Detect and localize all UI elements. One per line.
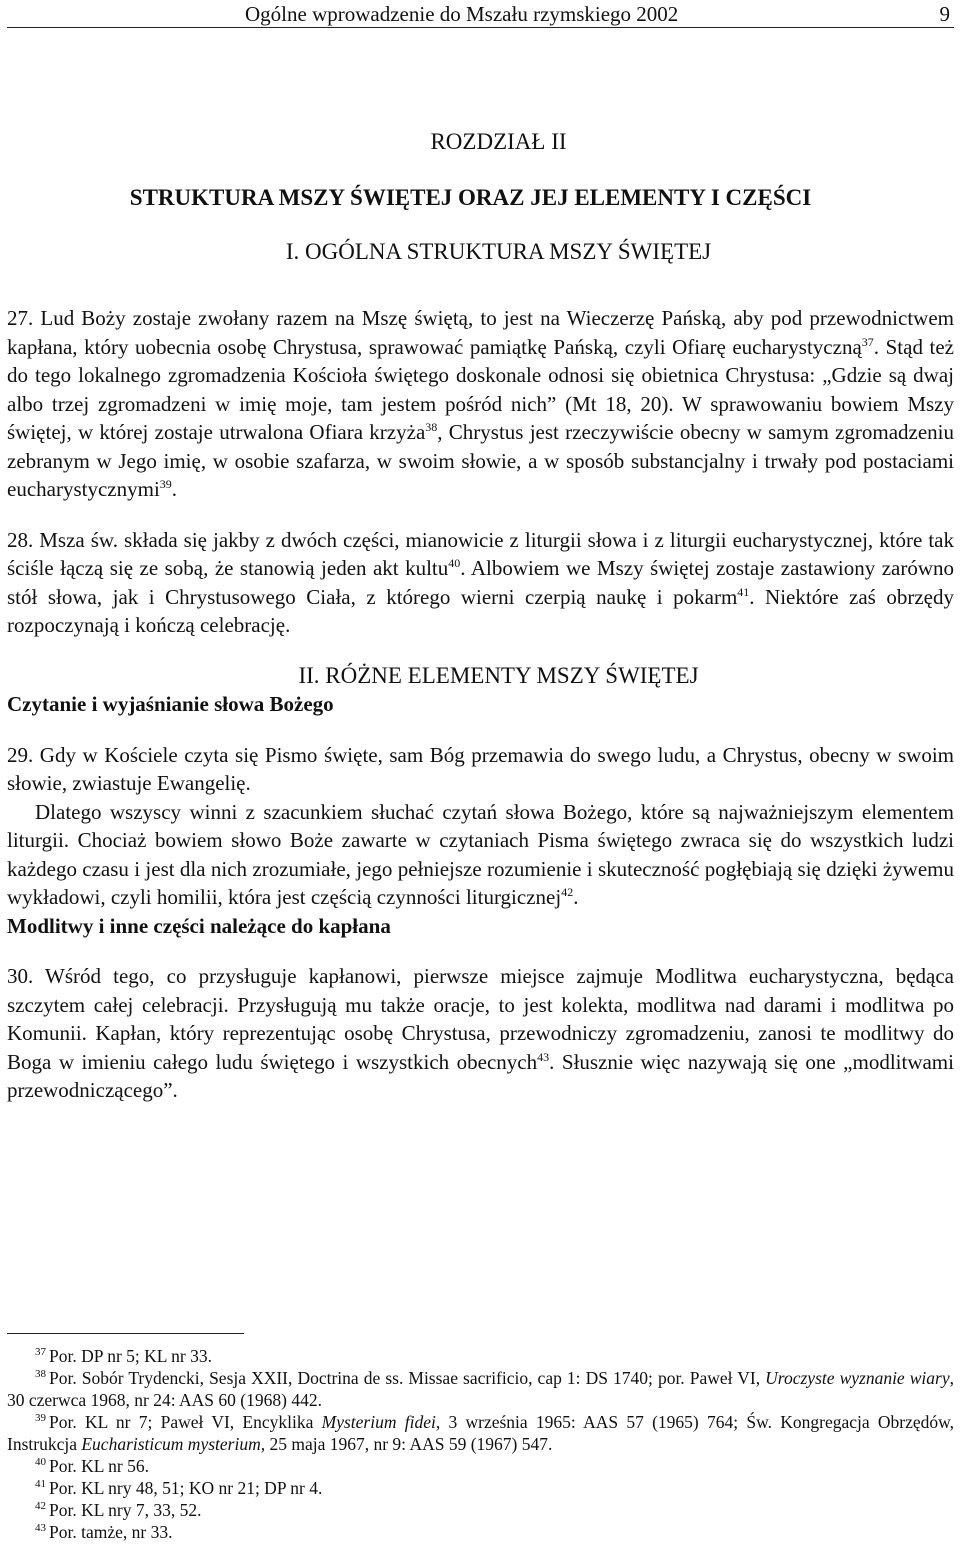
footnote-num: 40 (35, 1456, 46, 1468)
footnote-italic: Mysterium fidei, (321, 1412, 441, 1432)
p28-text-a: 28. Msza św. składa się jakby z dwóch części, mianowicie z liturgii słowa i z liturgii eucharystycznej, które tak ściśle łączą się ze sobą, że stanowią jeden akt kultu (7, 527, 954, 580)
paragraph-28 (7, 526, 954, 640)
footnote-37 (7, 1345, 954, 1367)
footnote-43 (7, 1521, 954, 1543)
footnote-italic: Eucharisticum mysterium, (81, 1434, 266, 1454)
footnote-num: 42 (35, 1500, 46, 1512)
paragraph-29b (7, 798, 954, 912)
footnote-num: 38 (35, 1368, 46, 1380)
footnote-num: 41 (35, 1478, 46, 1490)
footnote-text: Por. DP nr 5; KL nr 33. (49, 1346, 213, 1366)
footnote-ref-42[interactable]: 42 (561, 885, 574, 899)
p27-text-d: . (171, 477, 178, 501)
footnote-divider (7, 1333, 244, 1334)
paragraph-30 (7, 962, 954, 1105)
page-number: 9 (939, 2, 950, 26)
footnote-40 (7, 1455, 954, 1477)
section-heading-2: II. RÓŻNE ELEMENTY MSZY ŚWIĘTEJ (298, 662, 699, 688)
p29-text-c: . (573, 885, 579, 909)
footnote-num: 37 (35, 1346, 46, 1358)
footnote-text: Por. KL nry 7, 33, 52. (49, 1500, 202, 1520)
footnote-text: Por. KL nr 56. (49, 1456, 149, 1476)
p27-text-a: 27. Lud Boży zostaje zwołany razem na Mszę świętą, to jest na Wieczerzę Pańską, aby pod przewodnictwem kapłana, który uobecnia osobę Chrystusa, sprawować pamiątkę Pańską, czyli Ofiarę eucharystyczną (7, 306, 954, 359)
footnote-ref-38[interactable]: 38 (425, 420, 438, 434)
footnote-text: 25 maja 1967, nr 9: AAS 59 (1967) 547. (265, 1434, 553, 1454)
footnote-ref-41[interactable]: 41 (737, 584, 750, 599)
footnote-ref-39[interactable]: 39 (159, 477, 172, 491)
body-text (7, 304, 954, 1105)
running-header (7, 1, 954, 28)
subheading-prayers: Modlitwy i inne części należące do kapłana (7, 913, 391, 938)
footnote-38 (7, 1367, 954, 1411)
paragraph-29a: 29. Gdy w Kościele czyta się Pismo święte, sam Bóg przemawia do swego ludu, a Chrystus, obecny w swoim słowie, zwiastuje Ewangelię. (7, 742, 954, 795)
footnote-italic: Uroczyste wyznanie wiary (765, 1368, 950, 1388)
chapter-title: STRUKTURA MSZY ŚWIĘTEJ ORAZ JEJ ELEMENTY I CZĘŚCI (129, 185, 812, 210)
p28-text-c: . Niektóre zaś obrzędy rozpoczynają i kończą celebrację. (7, 584, 954, 637)
footnotes (7, 1345, 954, 1543)
chapter-heading (7, 128, 954, 266)
footnote-text: Por. KL nry 48, 51; KO nr 21; DP nr 4. (49, 1478, 323, 1498)
p29-text-b: Dlatego wszyscy winni z szacunkiem słuchać czytań słowa Bożego, które są najważniejszym elementem liturgii. Chociaż bowiem słowo Boże zawarte w czytaniach Pisma świętego zwraca się do wszystkich ludzi każdego czasu i jest dla nich zrozumiałe, jego pełniejsze rozumienie i skuteczność pogłębiają się dzięki żywemu wykładowi, czyli homilii, która jest częścią czynności liturgicznej (7, 799, 954, 909)
footnote-39 (7, 1411, 954, 1455)
p27-text-c: , Chrystus jest rzeczywiście obecny w samym zgromadzeniu zebranym w Jego imię, w osobie szafarza, w swoim słowie, a w sposób substancjalny i trwały pod postaciami eucharystycznymi (7, 420, 954, 501)
footnote-text: Por. Sobór Trydencki, Sesja XXII, Doctrina de ss. Missae sacrificio, cap 1: DS 1740; por. Paweł VI, (49, 1368, 766, 1388)
section-heading-1: I. OGÓLNA STRUKTURA MSZY ŚWIĘTEJ (285, 239, 712, 264)
p27-text-b: . Stąd też do tego lokalnego zgromadzenia Kościoła świętego doskonale odnosi się obietnica Chrystusa: „Gdzie są dwaj albo trzej zgromadzeni w imię moje, tam jestem pośród nich” (Mt 18, 20). W sprawowaniu bowiem Mszy świętej, w której zostaje utrwalona Ofiara krzyża (7, 334, 955, 444)
paragraph-27 (7, 304, 954, 504)
footnote-42 (7, 1499, 954, 1521)
footnote-41 (7, 1477, 954, 1499)
footnote-ref-40[interactable]: 40 (448, 556, 461, 570)
chapter-label: ROZDZIAŁ II (430, 129, 567, 154)
p28-text-b: . Albowiem we Mszy świętej zostaje zastawiony zarówno stół słowa, jak i Chrystusowego Ciała, z którego wierni czerpią naukę i pokarm (7, 556, 954, 609)
footnote-text: Por. KL nr 7; Paweł VI, Encyklika (49, 1412, 322, 1432)
p30-text-b: . Słusznie więc nazywają się one „modlitwami przewodniczącego”. (7, 1049, 954, 1102)
footnote-ref-37[interactable]: 37 (861, 334, 874, 349)
footnote-ref-43[interactable]: 43 (537, 1049, 550, 1064)
footnote-text: , 30 czerwca 1968, nr 24: AAS 60 (1968) 442. (7, 1368, 954, 1410)
footnote-num: 39 (35, 1412, 46, 1424)
footnote-text: Por. tamże, nr 33. (49, 1522, 173, 1542)
footnote-text: 3 września 1965: AAS 57 (1965) 764; Św. Kongregacja Obrzędów, Instrukcja (7, 1412, 955, 1454)
subheading-reading: Czytanie i wyjaśnianie słowa Bożego (7, 692, 334, 716)
header-title: Ogólne wprowadzenie do Mszału rzymskiego 2002 (245, 2, 679, 26)
footnote-num: 43 (35, 1522, 46, 1534)
p30-text-a: 30. Wśród tego, co przysługuje kapłanowi, pierwsze miejsce zajmuje Modlitwa eucharystyczna, będąca szczytem całej celebracji. Przysługują mu także oracje, to jest kolekta, modlitwa nad darami i modlitwa po Komunii. Kapłan, który reprezentując osobę Chrystusa, przewodniczy zgromadzeniu, zanosi te modlitwy do Boga w imieniu całego ludu świętego i wszystkich obecnych (7, 964, 954, 1074)
